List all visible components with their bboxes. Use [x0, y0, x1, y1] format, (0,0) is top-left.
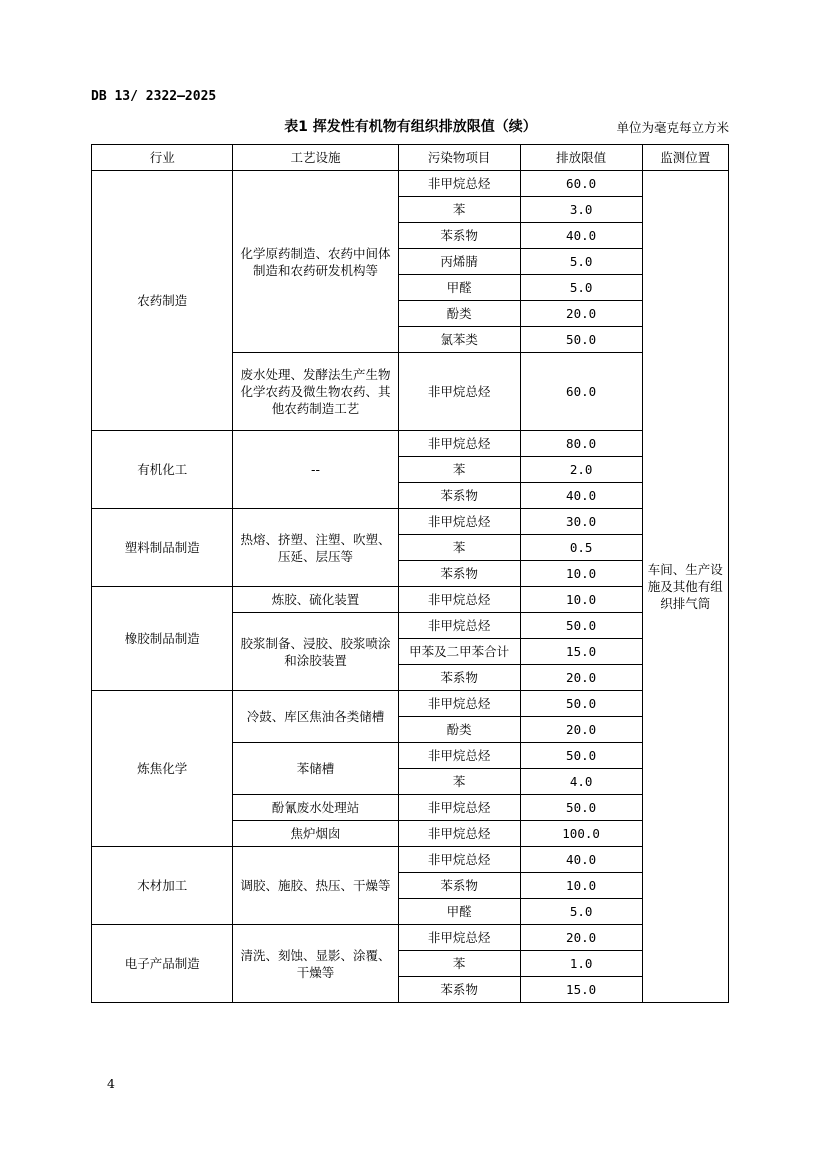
- emission-limits-table: [91, 144, 729, 1003]
- pollutant-cell: 苯系物: [398, 483, 520, 509]
- pollutant-cell: 非甲烷总烃: [398, 171, 520, 197]
- pollutant-cell: 苯: [398, 769, 520, 795]
- process-cell: 苯储槽: [233, 743, 398, 795]
- limit-value-cell: 50.0: [520, 743, 642, 769]
- limit-value-cell: 2.0: [520, 457, 642, 483]
- process-cell: 胶浆制备、浸胶、胶浆喷涂和涂胶装置: [233, 613, 398, 691]
- limit-value-cell: 10.0: [520, 873, 642, 899]
- pollutant-cell: 非甲烷总烃: [398, 925, 520, 951]
- pollutant-cell: 氯苯类: [398, 327, 520, 353]
- industry-cell: 木材加工: [92, 847, 233, 925]
- pollutant-cell: 苯: [398, 457, 520, 483]
- pollutant-cell: 苯: [398, 535, 520, 561]
- pollutant-cell: 苯系物: [398, 561, 520, 587]
- limit-value-cell: 10.0: [520, 587, 642, 613]
- pollutant-cell: 非甲烷总烃: [398, 847, 520, 873]
- process-cell: 炼胶、硫化装置: [233, 587, 398, 613]
- limit-value-cell: 40.0: [520, 847, 642, 873]
- process-cell: --: [233, 431, 398, 509]
- header-pollutant: 污染物项目: [398, 145, 520, 171]
- industry-cell: 炼焦化学: [92, 691, 233, 847]
- limit-value-cell: 30.0: [520, 509, 642, 535]
- process-cell: 清洗、刻蚀、显影、涂覆、干燥等: [233, 925, 398, 1003]
- process-cell: 化学原药制造、农药中间体制造和农药研发机构等: [233, 171, 398, 353]
- pollutant-cell: 酚类: [398, 717, 520, 743]
- industry-cell: 电子产品制造: [92, 925, 233, 1003]
- pollutant-cell: 非甲烷总烃: [398, 587, 520, 613]
- pollutant-cell: 非甲烷总烃: [398, 821, 520, 847]
- limit-value-cell: 100.0: [520, 821, 642, 847]
- limit-value-cell: 15.0: [520, 977, 642, 1003]
- limit-value-cell: 1.0: [520, 951, 642, 977]
- limit-value-cell: 50.0: [520, 795, 642, 821]
- pollutant-cell: 非甲烷总烃: [398, 691, 520, 717]
- table-row: [92, 509, 729, 535]
- limit-value-cell: 40.0: [520, 223, 642, 249]
- pollutant-cell: 非甲烷总烃: [398, 353, 520, 431]
- header-limit: 排放限值: [520, 145, 642, 171]
- pollutant-cell: 苯系物: [398, 665, 520, 691]
- process-cell: 酚氰废水处理站: [233, 795, 398, 821]
- table-row: [92, 171, 729, 197]
- table-row: [92, 691, 729, 717]
- header-industry: 行业: [92, 145, 233, 171]
- pollutant-cell: 甲醛: [398, 275, 520, 301]
- process-cell: 焦炉烟囱: [233, 821, 398, 847]
- limit-value-cell: 15.0: [520, 639, 642, 665]
- pollutant-cell: 非甲烷总烃: [398, 431, 520, 457]
- limit-value-cell: 50.0: [520, 691, 642, 717]
- pollutant-cell: 非甲烷总烃: [398, 509, 520, 535]
- pollutant-cell: 苯系物: [398, 223, 520, 249]
- limit-value-cell: 0.5: [520, 535, 642, 561]
- table-row: [92, 847, 729, 873]
- pollutant-cell: 酚类: [398, 301, 520, 327]
- limit-value-cell: 20.0: [520, 301, 642, 327]
- limit-value-cell: 50.0: [520, 613, 642, 639]
- pollutant-cell: 非甲烷总烃: [398, 743, 520, 769]
- document-id: DB 13/ 2322—2025: [91, 89, 217, 104]
- pollutant-cell: 苯系物: [398, 977, 520, 1003]
- limit-value-cell: 60.0: [520, 353, 642, 431]
- limit-value-cell: 50.0: [520, 327, 642, 353]
- table-caption: 表1 挥发性有机物有组织排放限值（续）: [284, 119, 537, 135]
- limit-value-cell: 10.0: [520, 561, 642, 587]
- table-body: [92, 171, 729, 1003]
- pollutant-cell: 非甲烷总烃: [398, 795, 520, 821]
- pollutant-cell: 苯: [398, 951, 520, 977]
- pollutant-cell: 非甲烷总烃: [398, 613, 520, 639]
- pollutant-cell: 苯: [398, 197, 520, 223]
- limit-value-cell: 5.0: [520, 899, 642, 925]
- table-row: [92, 925, 729, 951]
- limit-value-cell: 20.0: [520, 925, 642, 951]
- limit-value-cell: 3.0: [520, 197, 642, 223]
- limit-value-cell: 20.0: [520, 665, 642, 691]
- limit-value-cell: 5.0: [520, 249, 642, 275]
- header-process: 工艺设施: [233, 145, 398, 171]
- pollutant-cell: 丙烯腈: [398, 249, 520, 275]
- process-cell: 热熔、挤塑、注塑、吹塑、压延、层压等: [233, 509, 398, 587]
- process-cell: 冷鼓、库区焦油各类储槽: [233, 691, 398, 743]
- unit-note: 单位为毫克每立方米: [616, 120, 729, 135]
- header-monitor-location: 监测位置: [642, 145, 728, 171]
- industry-cell: 农药制造: [92, 171, 233, 431]
- industry-cell: 橡胶制品制造: [92, 587, 233, 691]
- limit-value-cell: 5.0: [520, 275, 642, 301]
- table-row: [92, 587, 729, 613]
- limit-value-cell: 20.0: [520, 717, 642, 743]
- process-cell: 调胶、施胶、热压、干燥等: [233, 847, 398, 925]
- industry-cell: 有机化工: [92, 431, 233, 509]
- table-row: [92, 431, 729, 457]
- pollutant-cell: 甲醛: [398, 899, 520, 925]
- monitor-location-cell: 车间、生产设施及其他有组织排气筒: [642, 171, 728, 1003]
- limit-value-cell: 4.0: [520, 769, 642, 795]
- limit-value-cell: 40.0: [520, 483, 642, 509]
- process-cell: 废水处理、发酵法生产生物化学农药及微生物农药、其他农药制造工艺: [233, 353, 398, 431]
- limit-value-cell: 60.0: [520, 171, 642, 197]
- industry-cell: 塑料制品制造: [92, 509, 233, 587]
- limit-value-cell: 80.0: [520, 431, 642, 457]
- pollutant-cell: 苯系物: [398, 873, 520, 899]
- page-number: 4: [107, 1076, 115, 1091]
- pollutant-cell: 甲苯及二甲苯合计: [398, 639, 520, 665]
- table-header-row: [92, 145, 729, 171]
